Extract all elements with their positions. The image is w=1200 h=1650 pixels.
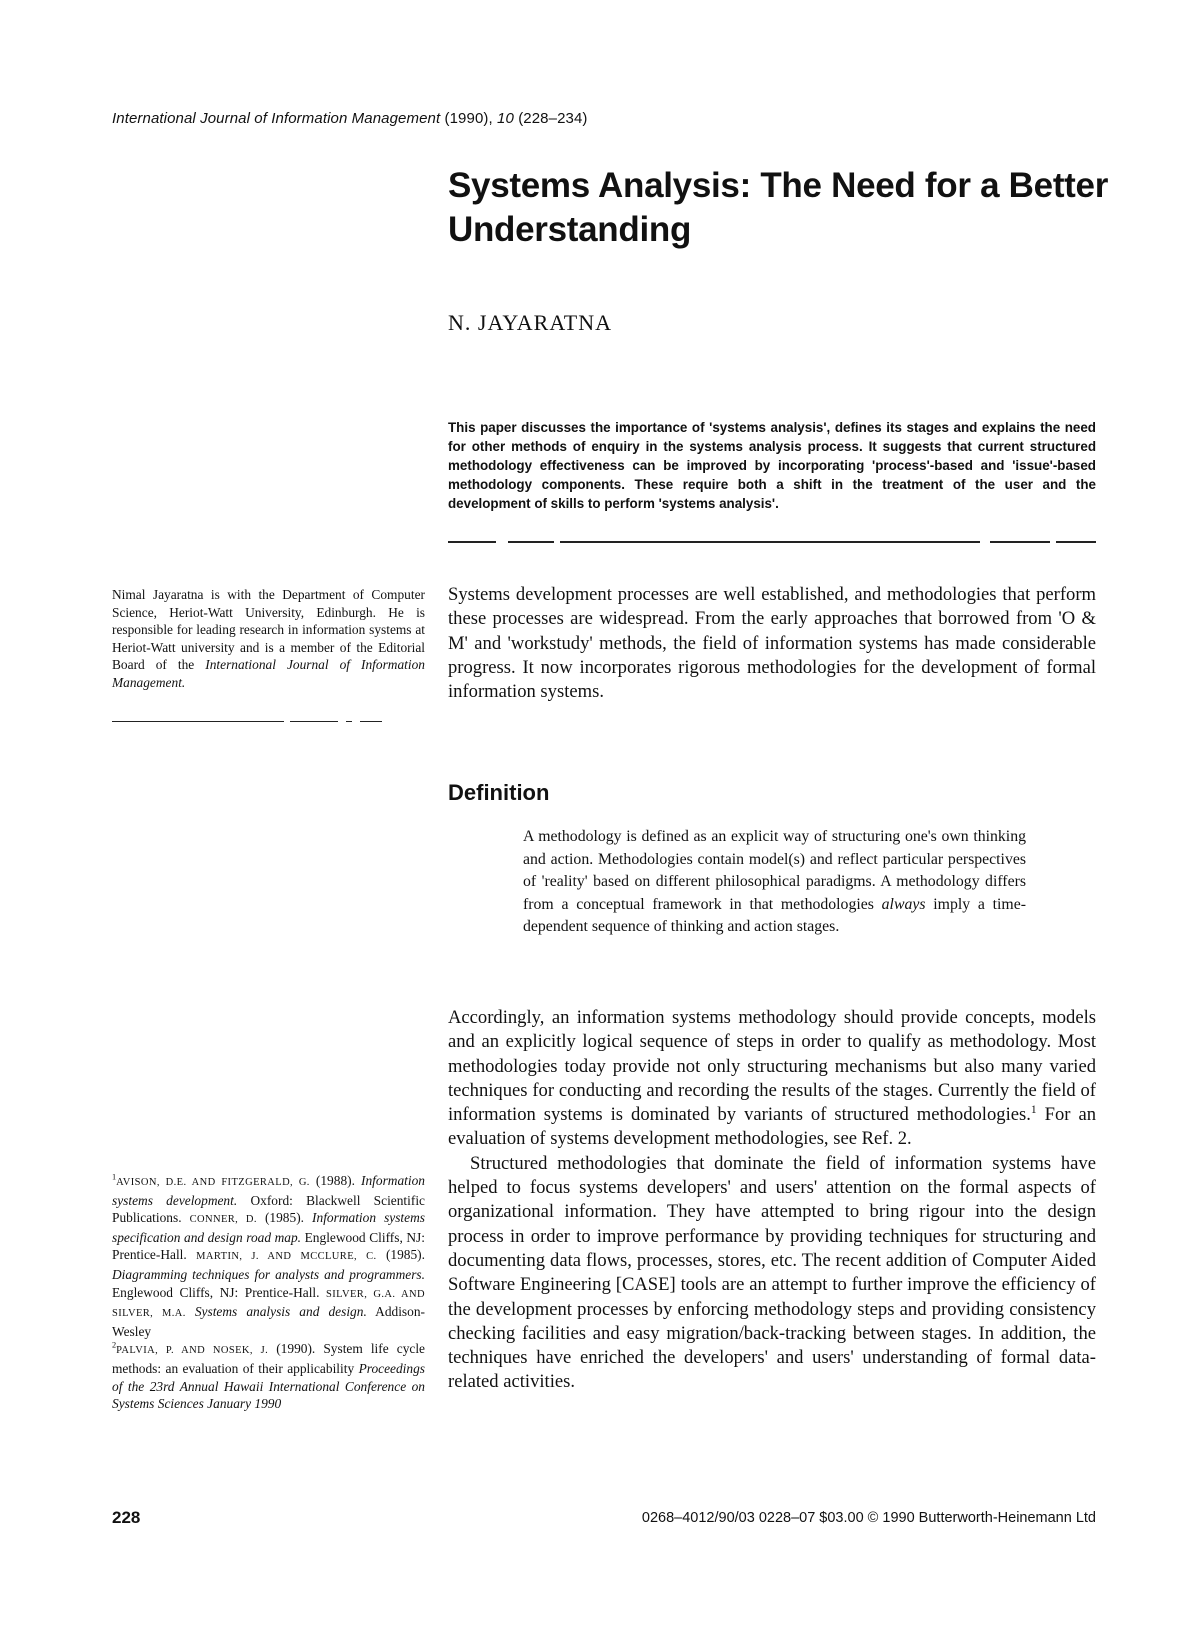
reference-marker: 1 <box>1030 1104 1037 1116</box>
abstract-rule <box>560 541 980 543</box>
journal-year: (1990), <box>444 110 493 127</box>
abstract-rule <box>448 541 496 543</box>
bio-rule <box>360 721 382 722</box>
abstract: This paper discusses the importance of 'systems analysis', defines its stages and explains the need for other methods of enquiry in the systems analysis process. It suggests that current structured methodology effectiveness can be improved by incorporating 'process'-based and 'issue'-based methodology components. These require both a shift in the treatment of the user and the development of skills to perform 'systems analysis'. <box>448 420 1096 511</box>
body-paragraph-text: Accordingly, an information systems methodology should provide concepts, models and an explicitly logical sequence of steps in order to qualify as methodology. Most methodologies today provide not only structuring mechanisms but also many varied techniques for conducting and recording the results of the stages. Currently the field of information systems is dominated by variants of structured methodologies. <box>448 1007 1096 1126</box>
definition-emphasis: always <box>881 895 926 913</box>
footnote-2: $^2$PALVIA, P. AND NOSEK, J. (1990). System life cycle methods: an evaluation of their applicability Proceedings of the 23rd Annual Hawaii International Conference on Systems Sciences January 1990 <box>112 1340 425 1412</box>
journal-volume: 10 <box>497 110 514 127</box>
definition-text: imply a time-dependent sequence of thinking and action stages. <box>523 895 1026 935</box>
journal-citation <box>112 110 588 127</box>
footnotes <box>112 1172 425 1413</box>
bio-rule <box>112 721 284 722</box>
section-heading-definition: Definition <box>448 780 550 805</box>
page-number: 228 <box>112 1508 141 1527</box>
bio-rule <box>346 721 352 722</box>
abstract-rule <box>508 541 554 543</box>
author-bio-text: Nimal Jayaratna is with the Department of Computer Science, Heriot-Watt University, Edinburgh. He is responsible for leading research in information systems at Heriot-Watt university and is a member of the Editorial Board of the <box>112 587 425 673</box>
abstract-rule <box>1056 541 1096 543</box>
footnote-1: $^1$AVISON, D.E. AND FITZGERALD, G. (1988). Information systems development. Oxford: Blackwell Scientific Publications. CONNER, D. (1985). Information systems specification and design road map. Englewood Cliffs, NJ: Prentice-Hall. MARTIN, J. AND MCCLURE, C. (1985). Diagramming techniques for analysts and programmers. Englewood Cliffs, NJ: Prentice-Hall. SILVER, G.A. AND SILVER, M.A. Systems analysis and design. Addison-Wesley <box>112 1172 425 1339</box>
body-paragraph <box>448 1006 1096 1152</box>
copyright-line: 0268–4012/90/03 0228–07 $03.00 © 1990 Butterworth-Heinemann Ltd <box>641 1510 1096 1526</box>
journal-name: International Journal of Information Management <box>112 110 441 127</box>
body-text <box>448 1006 1096 1395</box>
footnote-number: 2 <box>112 1340 117 1350</box>
body-paragraph-text: For an evaluation of systems development methodologies, see Ref. 2. <box>448 1104 1096 1150</box>
body-paragraph: Structured methodologies that dominate the field of information systems have helped to focus systems developers' and users' attention on the formal aspects of organizational information. They have attempted to bring rigour into the design process in order to improve performance by providing techniques for structuring and documenting data flows, processes, stores, etc. The recent addition of Computer Aided Software Engineering [CASE] tools are an attempt to further improve the efficiency of the development processes by enforcing methodology steps and providing consistency checking facilities and easy migration/back-tracking between stages. In addition, the techniques have enriched the developers' and users' understanding of formal data-related activities. <box>448 1152 1096 1393</box>
definition-text: A methodology is defined as an explicit way of structuring one's own thinking and action. Methodologies contain model(s) and reflect particular perspectives of 'reality' based on different philosophical paradigms. A methodology differs from a conceptual framework in that methodologies <box>523 828 1026 913</box>
journal-pages: (228–234) <box>518 110 588 127</box>
definition-quote <box>523 826 1026 939</box>
article-title: Systems Analysis: The Need for a Better Understanding <box>448 166 1109 249</box>
abstract-rule <box>990 541 1050 543</box>
author-bio-journal: International Journal of Information Management. <box>112 657 426 690</box>
intro-paragraph: Systems development processes are well established, and methodologies that perform these processes are widespread. From the early approaches that borrowed from 'O & M' and 'workstudy' methods, the field of information systems has made considerable progress. It now incorporates rigorous methodologies for the development of formal information systems. <box>448 584 1096 703</box>
author-name: N. JAYARATNA <box>448 310 612 335</box>
author-bio <box>112 586 425 692</box>
bio-rule <box>290 721 338 722</box>
footnote-number: 1 <box>112 1172 117 1182</box>
